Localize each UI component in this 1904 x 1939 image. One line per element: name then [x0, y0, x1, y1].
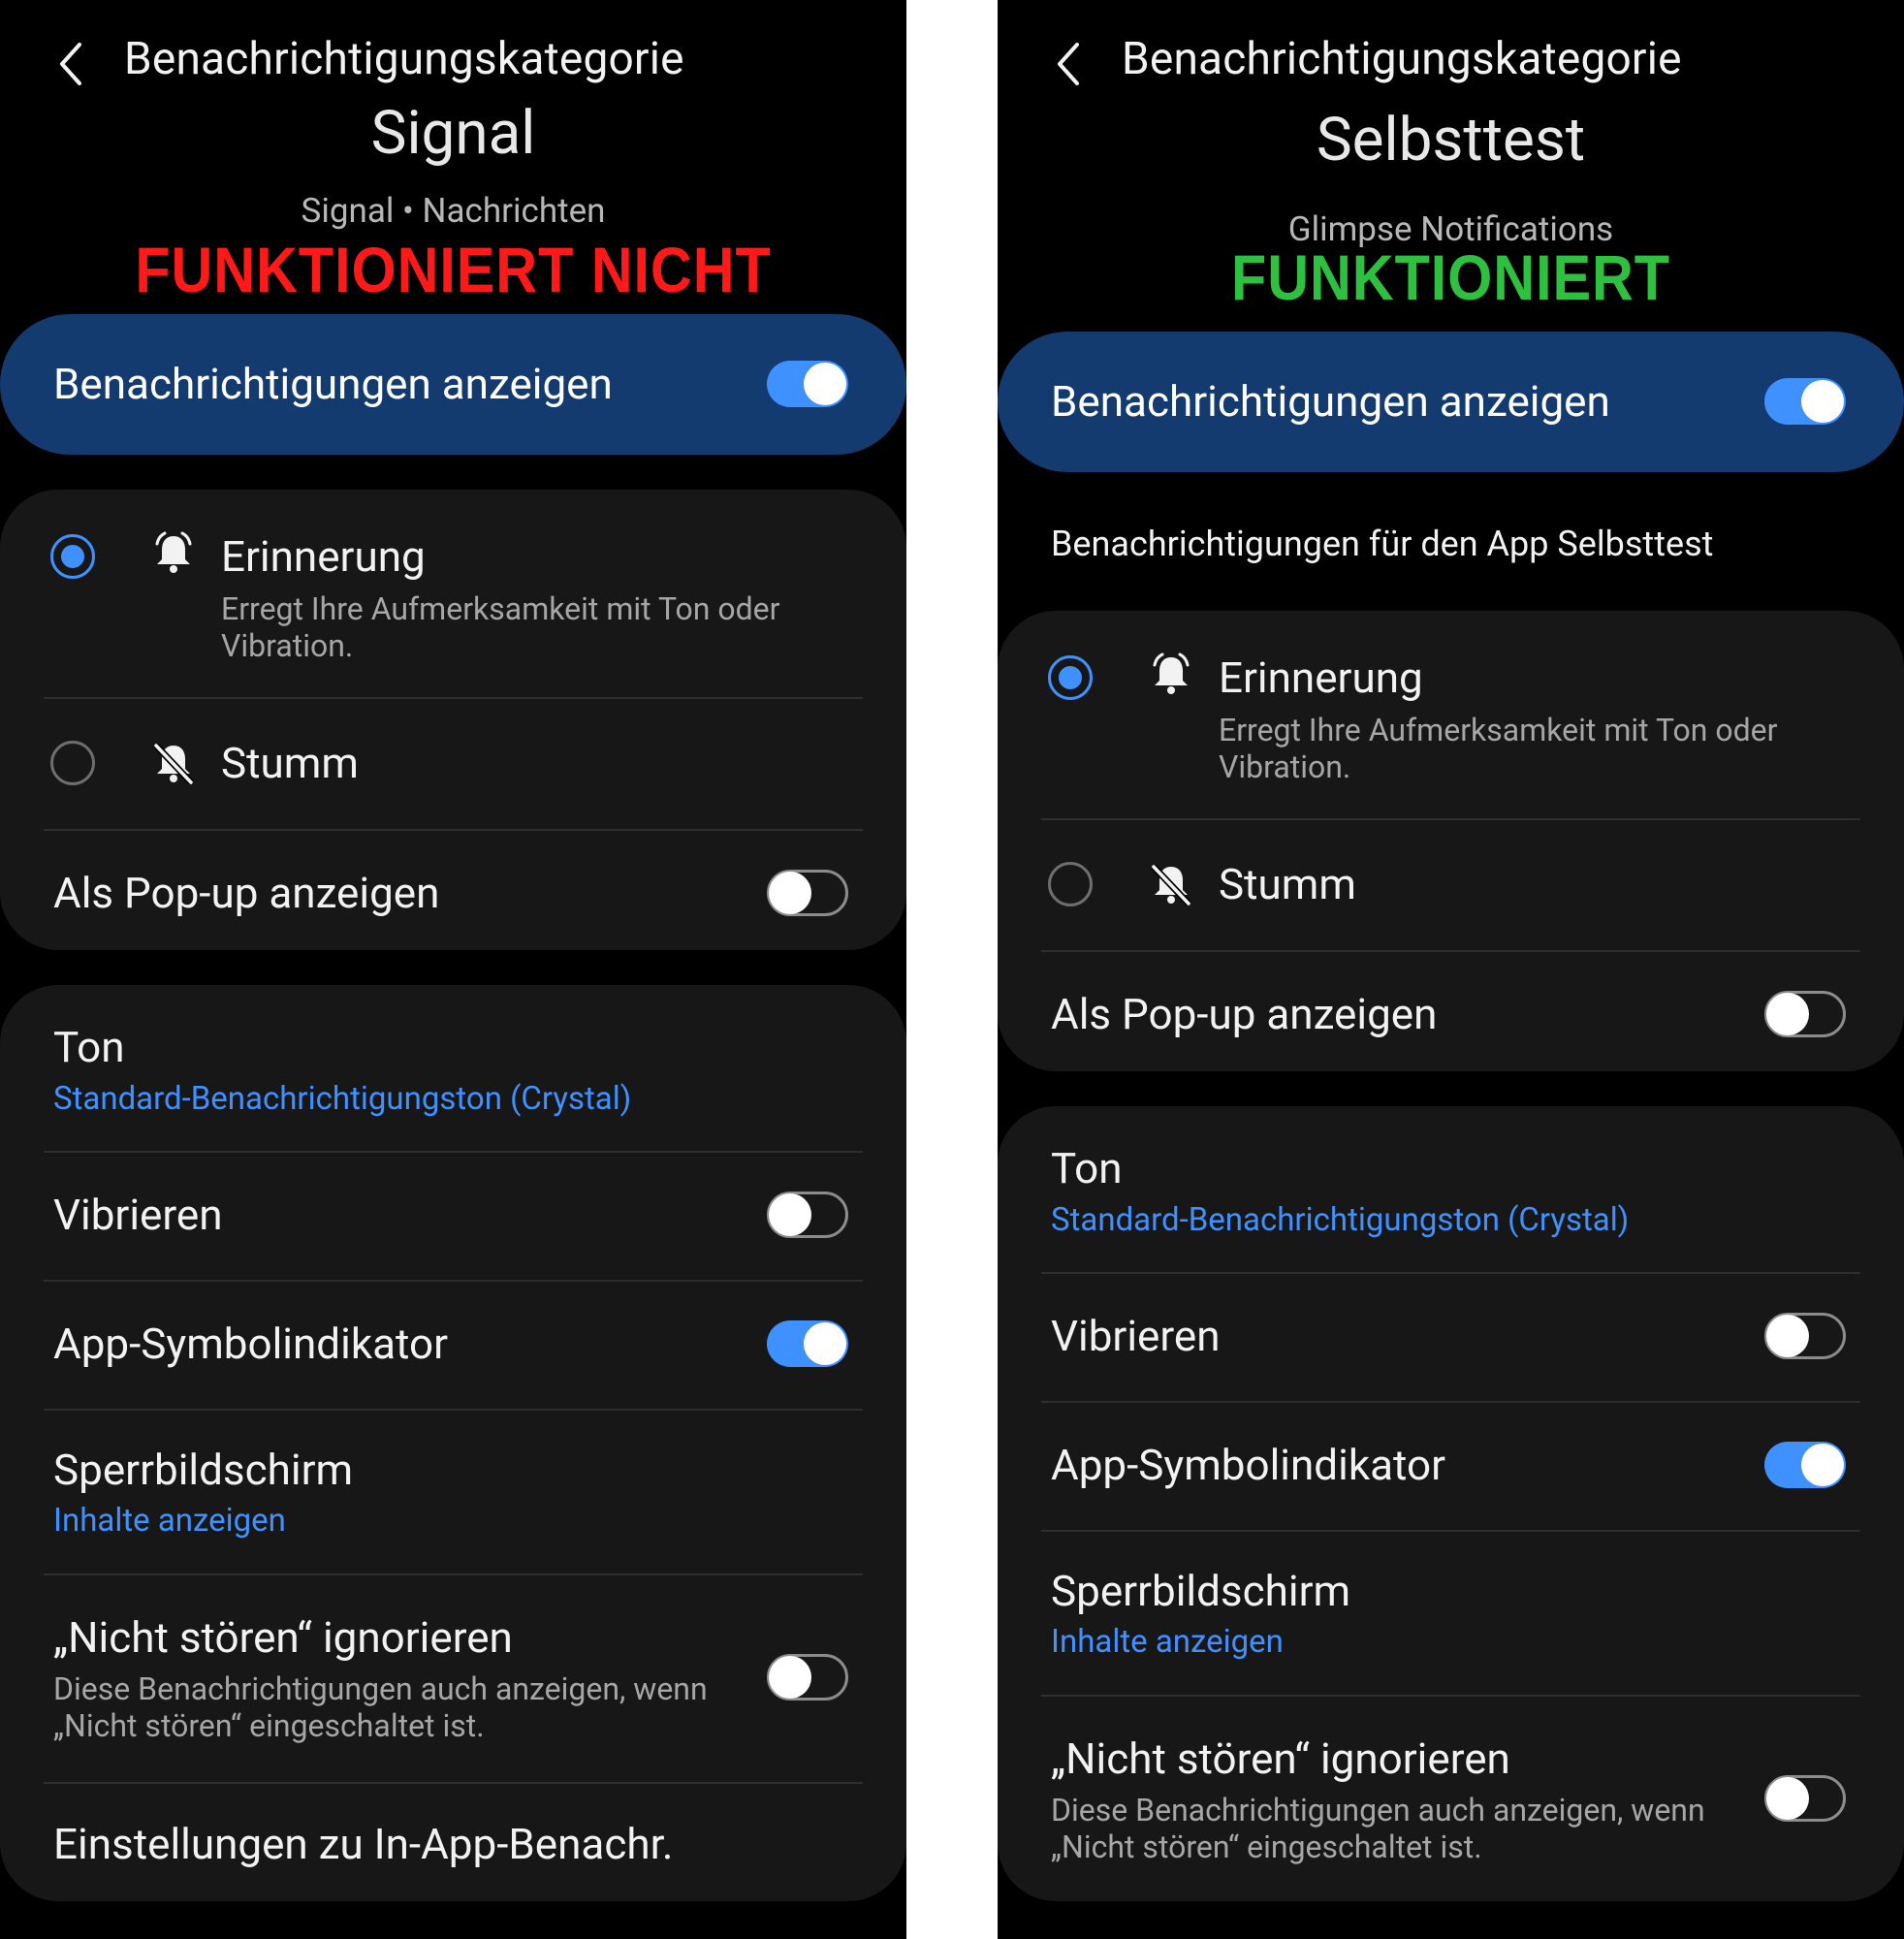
popup-toggle[interactable]: [767, 870, 848, 916]
dnd-label: „Nicht stören“ ignorieren: [53, 1612, 513, 1663]
lockscreen-label: Sperrbildschirm: [53, 1445, 354, 1495]
back-arrow-icon[interactable]: [1048, 37, 1091, 91]
ton-label: Ton: [53, 1022, 125, 1072]
stumm-radio[interactable]: [50, 741, 95, 785]
vibrieren-toggle[interactable]: [1764, 1313, 1846, 1359]
show-notifications-toggle[interactable]: [1764, 378, 1846, 425]
dnd-toggle[interactable]: [1764, 1775, 1846, 1822]
screenshot-right: [998, 0, 1904, 1939]
ton-label: Ton: [1051, 1143, 1123, 1193]
erinnerung-label: Erinnerung: [221, 531, 426, 582]
alert-mode-card: [0, 490, 906, 950]
divider: [44, 1573, 863, 1575]
badge-label: App-Symbolindikator: [1051, 1440, 1446, 1490]
back-arrow-icon[interactable]: [50, 37, 93, 91]
erinnerung-radio[interactable]: [1048, 655, 1093, 700]
divider: [44, 829, 863, 831]
divider: [44, 1409, 863, 1411]
stumm-label: Stumm: [1219, 859, 1356, 909]
status-stamp-not-working: FUNKTIONIERT NICHT: [135, 234, 772, 305]
category-subtitle: Signal • Nachrichten: [301, 191, 606, 231]
show-notifications-toggle[interactable]: [767, 361, 848, 407]
dnd-description: Diese Benachrichtigungen auch anzeigen, wenn „Nicht stören“ eingeschaltet ist.: [53, 1670, 708, 1744]
popup-toggle[interactable]: [1764, 991, 1846, 1037]
sound-settings-card: [0, 985, 906, 1901]
ton-value: Standard-Benachrichtigungston (Crystal): [1051, 1201, 1630, 1239]
stumm-label: Stumm: [221, 738, 359, 788]
stumm-radio[interactable]: [1048, 862, 1093, 906]
divider: [1041, 950, 1860, 952]
lockscreen-value: Inhalte anzeigen: [53, 1502, 286, 1540]
vibrieren-toggle[interactable]: [767, 1192, 848, 1238]
erinnerung-label: Erinnerung: [1219, 652, 1423, 703]
lockscreen-label: Sperrbildschirm: [1051, 1566, 1351, 1616]
bell-ringing-icon: [1148, 652, 1194, 698]
clipped-app-name: Signal: [370, 98, 536, 169]
bell-off-icon: [150, 740, 197, 786]
status-stamp-working: FUNKTIONIERT: [1231, 241, 1670, 313]
show-notifications-row[interactable]: [0, 314, 906, 455]
erinnerung-radio[interactable]: [50, 534, 95, 579]
divider: [44, 697, 863, 699]
divider: [44, 1782, 863, 1784]
lockscreen-value: Inhalte anzeigen: [1051, 1623, 1284, 1661]
dnd-label: „Nicht stören“ ignorieren: [1051, 1733, 1510, 1784]
clipped-app-name: Selbsttest: [1316, 105, 1586, 175]
alert-mode-card: [998, 611, 1904, 1071]
divider: [1041, 818, 1860, 820]
screenshot-left: [0, 0, 906, 1939]
popup-label: Als Pop-up anzeigen: [1051, 989, 1438, 1039]
page-title: Benachrichtigungskategorie: [124, 33, 684, 85]
show-notifications-label: Benachrichtigungen anzeigen: [53, 359, 613, 409]
badge-toggle[interactable]: [1764, 1442, 1846, 1488]
sound-settings-card: [998, 1106, 1904, 1901]
inapp-label: Einstellungen zu In-App-Benachr.: [53, 1819, 674, 1869]
show-notifications-label: Benachrichtigungen anzeigen: [1051, 376, 1610, 427]
divider: [1041, 1272, 1860, 1274]
separator: [906, 0, 998, 1939]
category-subtitle: Glimpse Notifications: [1287, 209, 1614, 249]
app-info-text: Benachrichtigungen für den App Selbsttest: [1051, 524, 1714, 564]
divider: [1041, 1695, 1860, 1697]
vibrieren-label: Vibrieren: [1051, 1311, 1221, 1361]
ton-value: Standard-Benachrichtigungston (Crystal): [53, 1080, 632, 1118]
bell-off-icon: [1148, 861, 1194, 907]
dnd-toggle[interactable]: [767, 1654, 848, 1701]
badge-label: App-Symbolindikator: [53, 1319, 449, 1369]
popup-label: Als Pop-up anzeigen: [53, 868, 440, 918]
divider: [1041, 1530, 1860, 1532]
divider: [44, 1280, 863, 1282]
erinnerung-description: Erregt Ihre Aufmerksamkeit mit Ton oder Vibration.: [1219, 712, 1778, 785]
badge-toggle[interactable]: [767, 1320, 848, 1367]
divider: [1041, 1401, 1860, 1403]
divider: [44, 1151, 863, 1153]
vibrieren-label: Vibrieren: [53, 1190, 223, 1240]
show-notifications-row[interactable]: [998, 332, 1904, 472]
bell-ringing-icon: [150, 530, 197, 577]
dnd-description: Diese Benachrichtigungen auch anzeigen, wenn „Nicht stören“ eingeschaltet ist.: [1051, 1792, 1705, 1865]
erinnerung-description: Erregt Ihre Aufmerksamkeit mit Ton oder Vibration.: [221, 590, 780, 664]
page-title: Benachrichtigungskategorie: [1122, 33, 1682, 85]
